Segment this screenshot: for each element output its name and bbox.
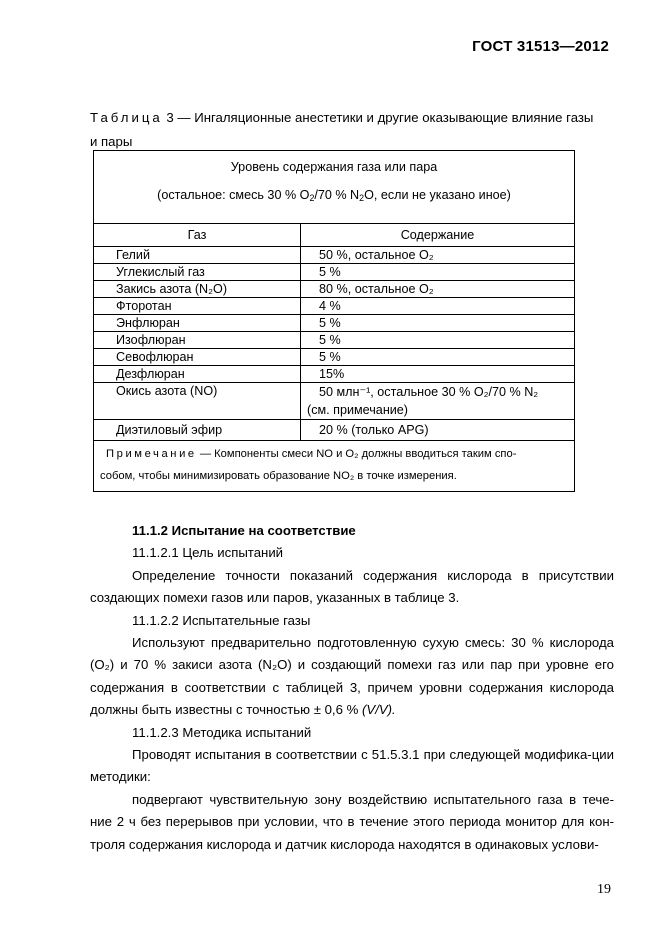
content-cell: 5 % [301,264,575,281]
gas-cell: Севофлюран [94,349,301,366]
subsection-heading: 11.1.2.3 Методика испытаний [132,724,312,740]
page-number: 19 [597,882,611,897]
gas-cell: Закись азота (N₂O) [94,281,301,298]
table-row [94,281,575,298]
gas-cell: Изофлюран [94,332,301,349]
table-header [94,151,575,224]
subsection-heading: 11.1.2.2 Испытательные газы [132,612,311,628]
paragraph: Используют предварительно подготовленную сухую смесь: 30 % кислорода (O₂) и 70 % закиси азота (N₂O) и создающий помехи газ или пар при уровне его содержания в соответствии с таблицей 3, причем уровни содержания кислорода должны быть известны с точностью ± 0,6 % (V/V). [90,635,614,718]
content-cell: 20 % (только APG) [301,420,575,441]
table-title-line2: и пары [90,134,133,149]
content-cell: 50 %, остальное O₂ [301,247,575,264]
paragraph: Проводят испытания в соответствии с 51.5.3.1 при следующей модифика-ции методики: [90,747,614,785]
column-header-content: Содержание [301,224,575,247]
content-cell: 15% [301,366,575,383]
table-label: Таблица [90,110,163,125]
content-cell: 5 % [301,332,575,349]
body-text [90,520,614,856]
gas-cell: Энфлюран [94,315,301,332]
table-row [94,349,575,366]
table-caption [90,106,610,154]
table-note [94,441,575,492]
gas-cell: Фторотан [94,298,301,315]
note-text-line1: — Компоненты смеси NO и O₂ должны вводиться таким спо- [196,448,517,460]
table-row [94,264,575,281]
content-cell: 5 % [301,315,575,332]
table-title-line1: — Ингаляционные анестетики и другие оказывающие влияние газы [173,110,594,125]
gas-table [93,150,575,492]
table-header-line1: Уровень содержания газа или пара [230,160,438,174]
table-row [94,315,575,332]
gas-cell: Диэтиловый эфир [94,420,301,441]
subsection-heading: 11.1.2.1 Цель испытаний [132,545,284,561]
table-row [94,298,575,315]
content-cell: 4 % [301,298,575,315]
gas-cell: Дезфлюран [94,366,301,383]
content-cell: 5 % [301,349,575,366]
table-row-ether [94,420,575,441]
paragraph: подвергают чувствительную зону воздействию испытательного газа в тече-ние 2 ч без перерывов при условии, что в течение этого периода монитор для кон-троля содержания кислорода и датчик кислорода находятся в одинаковых услови- [90,791,614,852]
gas-cell: Окись азота (NO) [94,383,301,420]
table-number: 3 [166,110,174,125]
column-header-gas: Газ [94,224,301,247]
gas-cell: Гелий [94,247,301,264]
table-row [94,366,575,383]
section-heading: 11.1.2 Испытание на соответствие [132,523,356,538]
paragraph: Определение точности показаний содержания кислорода в присутствии создающих помехи газов или паров, указанных в таблице 3. [90,567,614,606]
gas-cell: Углекислый газ [94,264,301,281]
table-body [94,247,575,383]
table-row [94,247,575,264]
table-header-line2: (остальное: смесь 30 % $O_2/70$ % $N_2O$, если не указано иное) [157,188,511,203]
table-row-no [94,383,575,420]
table-row [94,332,575,349]
note-text-line2: собом, чтобы минимизировать образование NO₂ в точке измерения. [100,470,457,482]
content-cell: 50 млн⁻¹, остальное 30 % O₂/70 % N₂ (см. примечание) [301,383,575,420]
note-label: Примечание [106,448,197,460]
content-cell: 80 %, остальное O₂ [301,281,575,298]
standard-number: ГОСТ 31513—2012 [472,38,609,55]
